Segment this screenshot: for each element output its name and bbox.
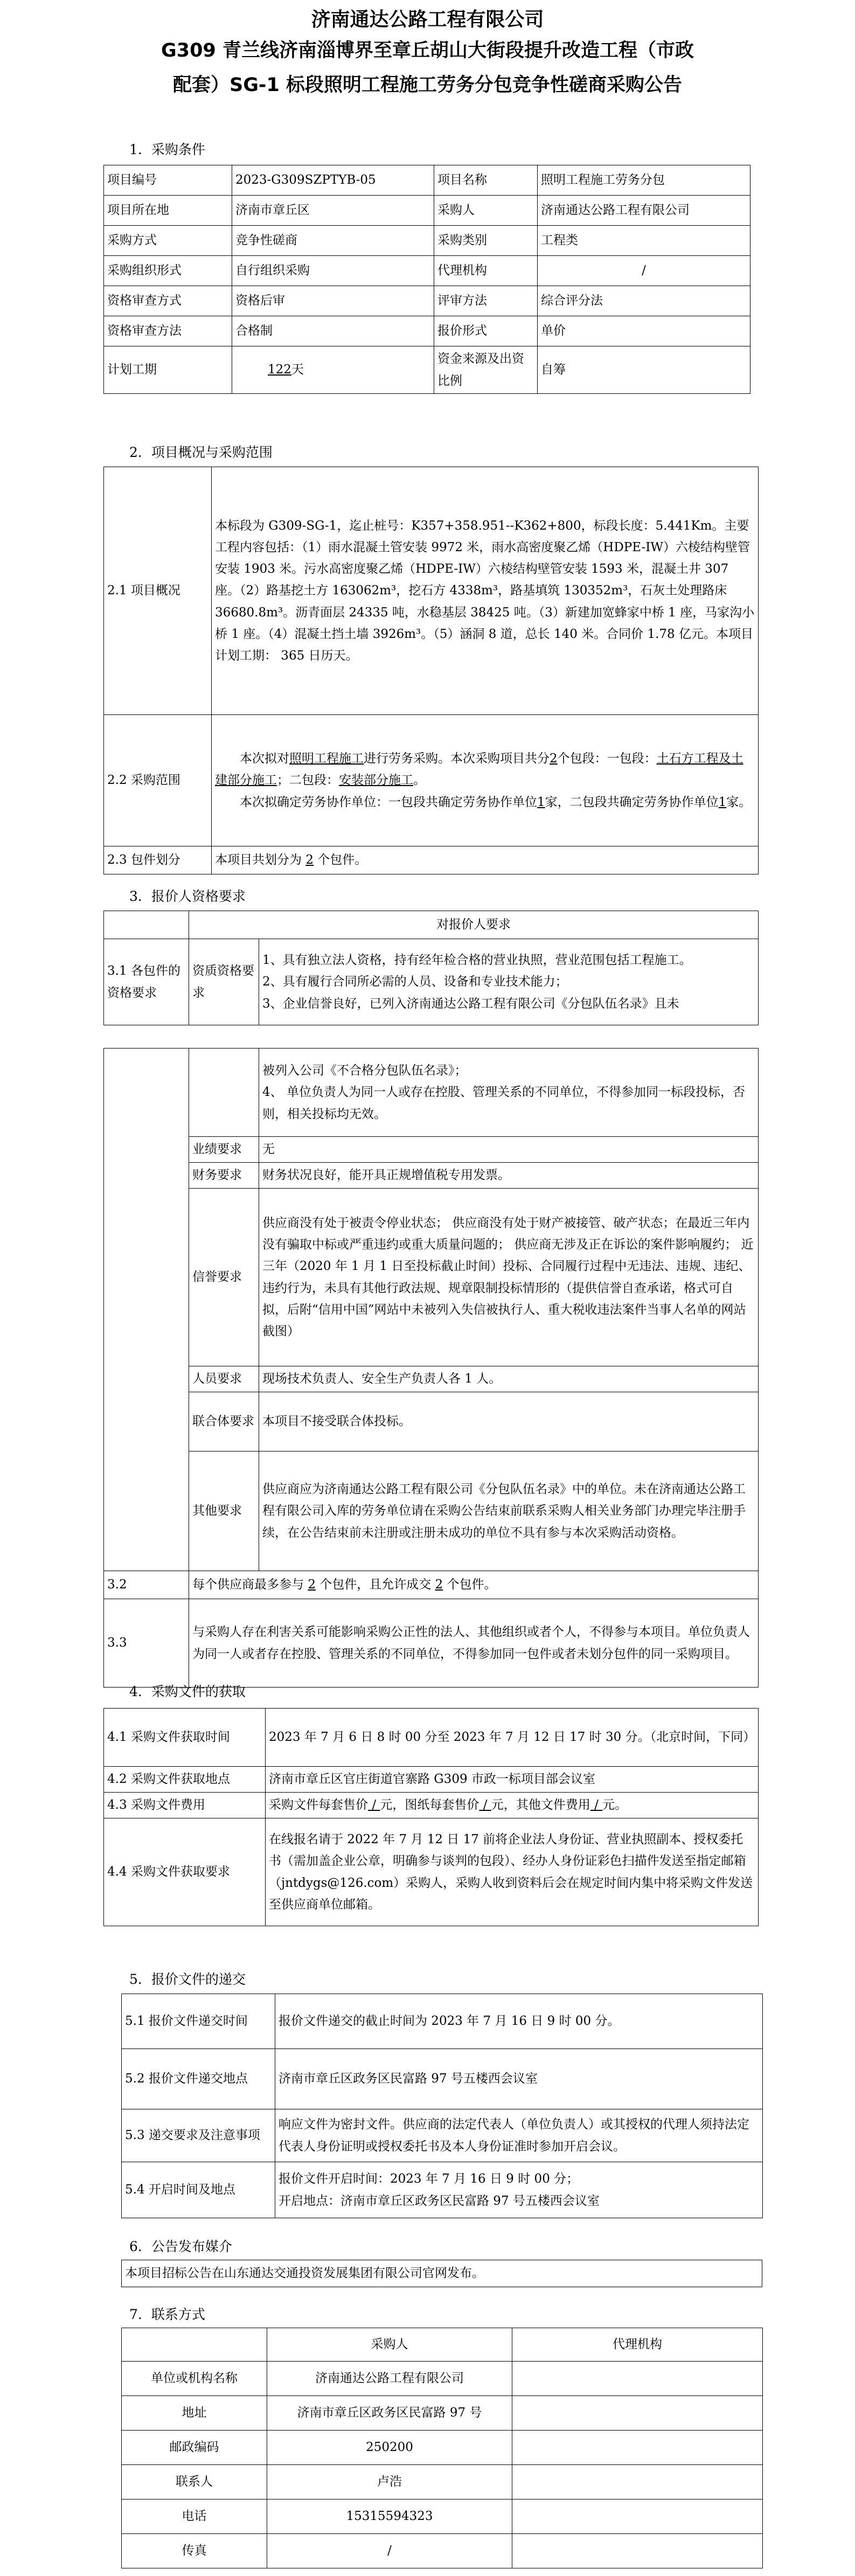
- package-division: 本项目共划分为 2 个包件。: [212, 846, 759, 874]
- qualification-header: 对报价人要求: [189, 911, 759, 939]
- section-2-heading: 2．项目概况与采购范围: [129, 445, 273, 460]
- cell-value: 250200: [267, 2431, 512, 2465]
- cell-label: 4.4 采购文件获取要求: [104, 1818, 266, 1926]
- qualification-table-part1: [103, 911, 759, 1025]
- cell-label: 传真: [122, 2534, 267, 2568]
- column-header: 代理机构: [512, 2328, 763, 2362]
- cell-value: 15315594323: [267, 2499, 512, 2534]
- project-overview-table: [103, 467, 759, 874]
- table-row: [122, 2362, 763, 2396]
- scope-paragraph-1: 本次拟对照明工程施工进行劳务采购。本次采购项目共分2个包段：一包段：土石方工程及土建部分施工；二包段：安装部分施工。: [215, 752, 743, 788]
- project-overview-text: 本标段为 G309-SG-1，迄止桩号：K357+358.951--K362+800，标段长度：5.441Km。主要工程内容包括：（1）雨水混凝土管安装 9972 米，雨水高密度聚乙烯（HDPE-IW）六棱结构壁管安装 1903 米。污水高密度聚乙烯（HDPE-IW）六棱结构壁管安装 1593 米，混凝土井 307 座。（2）路基挖土方 163062m³，挖石方 4338m³，路基填筑 130352m³，石灰土处理路床 36680.8m³。沥青面层 24335 吨，水稳基层 38425 吨。（3）新建加宽蜂家中桥 1 座，马家沟小桥 1 座。（4）混凝土挡土墙 3926m³。（5）涵洞 8 道，总长 140 米。合同价 1.78 亿元。本项目计划工期： 365 日历天。: [212, 467, 759, 715]
- cell-label: 2.3 包件划分: [104, 846, 212, 874]
- table-row: [104, 846, 759, 874]
- section-4-heading: 4．采购文件的获取: [129, 1684, 246, 1699]
- table-row: [104, 939, 759, 1025]
- cell-label: 资格审查方式: [104, 286, 232, 316]
- cell-label: 项目所在地: [104, 196, 232, 226]
- cell-value: /: [267, 2534, 512, 2568]
- table-row: [104, 256, 750, 286]
- cell-value: 本项目不接受联合体投标。: [259, 1392, 759, 1452]
- cell-value: 资格后审: [232, 286, 434, 316]
- contact-table: [121, 2328, 763, 2568]
- cell-label: 3.2: [104, 1571, 189, 1599]
- notice-title-company: 济南通达公路工程有限公司: [311, 9, 544, 31]
- table-row: [104, 1793, 759, 1818]
- qualification-items: [259, 939, 759, 1025]
- cell-value: [512, 2362, 763, 2396]
- cell-value: 单价: [538, 316, 750, 346]
- table-row: [104, 1163, 759, 1189]
- table-row: [122, 2109, 763, 2162]
- other-requirement: 供应商应为济南通达公路工程有限公司《分包队伍名录》中的单位。未在济南通达公路工程有限公司入库的劳务单位请在采购公告结束前联系采购人相关业务部门办理完毕注册手续，在公告结束前未注册或注册未成功的单位不具有参与本次采购活动资格。: [259, 1452, 759, 1571]
- table-row: [122, 2431, 763, 2465]
- table-row: [104, 316, 750, 346]
- cell-label: 5.1 报价文件递交时间: [122, 1994, 275, 2049]
- table-row: [122, 2328, 763, 2362]
- cell-value: 自筹: [538, 346, 750, 394]
- cell-label: 人员要求: [189, 1366, 259, 1392]
- cell-label: 采购方式: [104, 226, 232, 256]
- section-6-heading: 6．公告发布媒介: [129, 2239, 232, 2254]
- cell-label: 单位或机构名称: [122, 2362, 267, 2396]
- cell-value: 济南市章丘区官庄街道官寨路 G309 市政一标项目部会议室: [266, 1767, 759, 1793]
- table-row: [104, 1709, 759, 1767]
- document-fees: 采购文件每套售价 / 元，图纸每套售价 / 元，其他文件费用 / 元。: [266, 1793, 759, 1818]
- table-row: [122, 2049, 763, 2109]
- cell-label: 采购人: [434, 196, 538, 226]
- cell-value: [512, 2465, 763, 2499]
- cell-label: 信誉要求: [189, 1189, 259, 1366]
- cell-value: 报价文件递交的截止时间为 2023 年 7 月 16 日 9 时 00 分。: [275, 1994, 763, 2049]
- cell-value: 济南通达公路工程有限公司: [267, 2362, 512, 2396]
- cell-value: 无: [259, 1137, 759, 1163]
- scope-paragraph-2: 本次拟确定劳务协作单位：一包段共确定劳务协作单位1家，二包段共确定劳务协作单位1家。: [240, 795, 752, 809]
- table-row: [104, 346, 750, 394]
- cell-label: 2.1 项目概况: [104, 467, 212, 715]
- cell-label: 资金来源及出资比例: [434, 346, 538, 394]
- cell-label: 4.1 采购文件获取时间: [104, 1709, 266, 1767]
- table-row: [104, 196, 750, 226]
- cell-value: 综合评分法: [538, 286, 750, 316]
- cell-value: 照明工程施工劳务分包: [538, 165, 750, 196]
- table-row: [122, 2465, 763, 2499]
- cell-label: 3.3: [104, 1599, 189, 1688]
- cell-label: 电话: [122, 2499, 267, 2534]
- bid-submission-table: [121, 1994, 763, 2218]
- cell-label: 5.4 开启时间及地点: [122, 2162, 275, 2218]
- list-item: 4、 单位负责人为同一人或存在控股、管理关系的不同单位，不得参加同一标段投标，否则，相关投标均无效。: [262, 1085, 745, 1121]
- cell-value: 竞争性磋商: [232, 226, 434, 256]
- cell-value: 自行组织采购: [232, 256, 434, 286]
- document-acquisition-table: [103, 1708, 759, 1926]
- cell-label: 邮政编码: [122, 2431, 267, 2465]
- table-row: [104, 286, 750, 316]
- cell-value: 财务状况良好，能开具正规增值税专用发票。: [259, 1163, 759, 1189]
- cell-label: 2.2 采购范围: [104, 715, 212, 846]
- cell-value: [512, 2431, 763, 2465]
- conflict-of-interest: 与采购人存在利害关系可能影响采购公正性的法人、其他组织或者个人，不得参与本项目。单位负责人为同一人或者存在控股、管理关系的不同单位，不得参加同一包件或者未划分包件的同一采购项目。: [189, 1599, 759, 1688]
- table-row: [104, 1818, 759, 1926]
- table-row: [104, 165, 750, 196]
- section-5-heading: 5．报价文件的递交: [129, 1971, 246, 1987]
- column-header: 采购人: [267, 2328, 512, 2362]
- list-item: 被列入公司《不合格分包队伍名录》；: [262, 1064, 467, 1078]
- cell-label: 财务要求: [189, 1163, 259, 1189]
- qualification-table-part2: [103, 1048, 759, 1688]
- cell-label: 报价形式: [434, 316, 538, 346]
- credit-requirement: 供应商没有处于被责令停业状态； 供应商没有处于财产被接管、破产状态；在最近三年内没有骗取中标或严重违约或重大质量问题的； 供应商无涉及正在诉讼的案件影响履约； 近三年（2020 年 1 月 1 日至投标截止时间）投标、合同履行过程中无违法、违规、违纪、违约行为，未具有其他行政法规、规章限制投标情形的（提供信誉自查承诺，格式可自拟，后附“信用中国”网站中未被列入失信被执行人、重大税收违法案件当事人名单的网站截图）: [259, 1189, 759, 1366]
- cell-value: /: [538, 256, 750, 286]
- table-row: [104, 911, 759, 939]
- qualification-items-cont: [259, 1049, 759, 1137]
- cell-label: 项目编号: [104, 165, 232, 196]
- cell-label: 资质资格要求: [189, 939, 259, 1025]
- list-item: 3、企业信誉良好，已列入济南通达公路工程有限公司《分包队伍名录》且未: [262, 996, 679, 1011]
- section-3-heading: 3．报价人资格要求: [129, 888, 246, 904]
- package-limit: 每个供应商最多参与 2 个包件，且允许成交 2 个包件。: [189, 1571, 759, 1599]
- cell-value: 现场技术负责人、安全生产负责人各 1 人。: [259, 1366, 759, 1392]
- cell-value: 本项目招标公告在山东通达交通投资发展集团有限公司官网发布。: [122, 2260, 762, 2287]
- table-row: [122, 2396, 763, 2431]
- cell-label: 计划工期: [104, 346, 232, 394]
- notice-title-line2: G309 青兰线济南淄博界至章丘胡山大街段提升改造工程（市政: [161, 40, 694, 61]
- table-row: [122, 2499, 763, 2534]
- cell-label: 采购类别: [434, 226, 538, 256]
- cell-label: 5.2 报价文件递交地点: [122, 2049, 275, 2109]
- cell-label: 评审方法: [434, 286, 538, 316]
- cell-value: 济南市章丘区政务区民富路 97 号: [267, 2396, 512, 2431]
- table-row: [104, 1767, 759, 1793]
- cell-value: 响应文件为密封文件。供应商的法定代表人（单位负责人）或其授权的代理人须持法定代表人身份证明或授权委托书及本人身份证准时参加开启会议。: [275, 2109, 763, 2162]
- cell-label: 4.3 采购文件费用: [104, 1793, 266, 1818]
- cell-label: 采购组织形式: [104, 256, 232, 286]
- table-row: [122, 1994, 763, 2049]
- notice-title-line3: 配套）SG-1 标段照明工程施工劳务分包竞争性磋商采购公告: [172, 74, 682, 96]
- cell-value: 2023-G309SZPTYB-05: [232, 165, 434, 196]
- table-row: [104, 1392, 759, 1452]
- cell-value: 济南市章丘区政务区民富路 97 号五楼西会议室: [275, 2049, 763, 2109]
- table-row: [104, 1049, 759, 1137]
- table-row: [122, 2534, 763, 2568]
- planned-period: [232, 346, 434, 394]
- period-days: 122: [268, 363, 291, 377]
- cell-label: 3.1 各包件的资格要求: [104, 939, 189, 1025]
- cell-value: [512, 2534, 763, 2568]
- cell-value: [512, 2499, 763, 2534]
- cell-label: 资格审查方法: [104, 316, 232, 346]
- section-7-heading: 7．联系方式: [129, 2307, 205, 2322]
- cell-value: 济南市章丘区: [232, 196, 434, 226]
- table-row: [104, 467, 759, 715]
- section-1-heading: 1．采购条件: [129, 142, 205, 157]
- cell-value: 合格制: [232, 316, 434, 346]
- cell-label: 4.2 采购文件获取地点: [104, 1767, 266, 1793]
- table-row: [104, 715, 759, 846]
- table-row: [104, 1599, 759, 1688]
- cell-value: 卢浩: [267, 2465, 512, 2499]
- opening-info: 报价文件开启时间：2023 年 7 月 16 日 9 时 00 分； 开启地点：济南市章丘区政务区民富路 97 号五楼西会议室: [275, 2162, 763, 2218]
- cell-label: 代理机构: [434, 256, 538, 286]
- table-row: [104, 1366, 759, 1392]
- publication-media-table: [121, 2260, 762, 2287]
- cell-value: 济南通达公路工程有限公司: [538, 196, 750, 226]
- cell-value: 工程类: [538, 226, 750, 256]
- cell-label: 联系人: [122, 2465, 267, 2499]
- procurement-scope: [212, 715, 759, 846]
- cell-value: 2023 年 7 月 6 日 8 时 00 分至 2023 年 7 月 12 日 17 时 30 分。（北京时间，下同）: [266, 1709, 759, 1767]
- cell-label: 业绩要求: [189, 1137, 259, 1163]
- table-row: [104, 1571, 759, 1599]
- cell-value: [512, 2396, 763, 2431]
- cell-label: 项目名称: [434, 165, 538, 196]
- procurement-conditions-table: [103, 165, 750, 394]
- table-row: [122, 2162, 763, 2218]
- cell-label: 5.3 递交要求及注意事项: [122, 2109, 275, 2162]
- list-item: 2、具有履行合同所必需的人员、设备和专业技术能力；: [262, 975, 568, 989]
- list-item: 1、具有独立法人资格，持有经年检合格的营业执照，营业范围包括工程施工。: [262, 953, 692, 968]
- table-row: [104, 1189, 759, 1366]
- table-row: [122, 2260, 762, 2287]
- cell-value: 在线报名请于 2022 年 7 月 12 日 17 前将企业法人身份证、营业执照副本、授权委托书（需加盖企业公章，明确参与谈判的包段）、经办人身份证彩色扫描件发送至指定邮箱（jntdygs@126.com）采购人，采购人收到资料后会在规定时间内集中将采购文件发送至供应商单位邮箱。: [266, 1818, 759, 1926]
- table-row: [104, 1452, 759, 1571]
- table-row: [104, 226, 750, 256]
- period-unit: 天: [291, 363, 304, 377]
- table-row: [104, 1137, 759, 1163]
- cell-label: 其他要求: [189, 1452, 259, 1571]
- cell-label: 联合体要求: [189, 1392, 259, 1452]
- cell-label: 地址: [122, 2396, 267, 2431]
